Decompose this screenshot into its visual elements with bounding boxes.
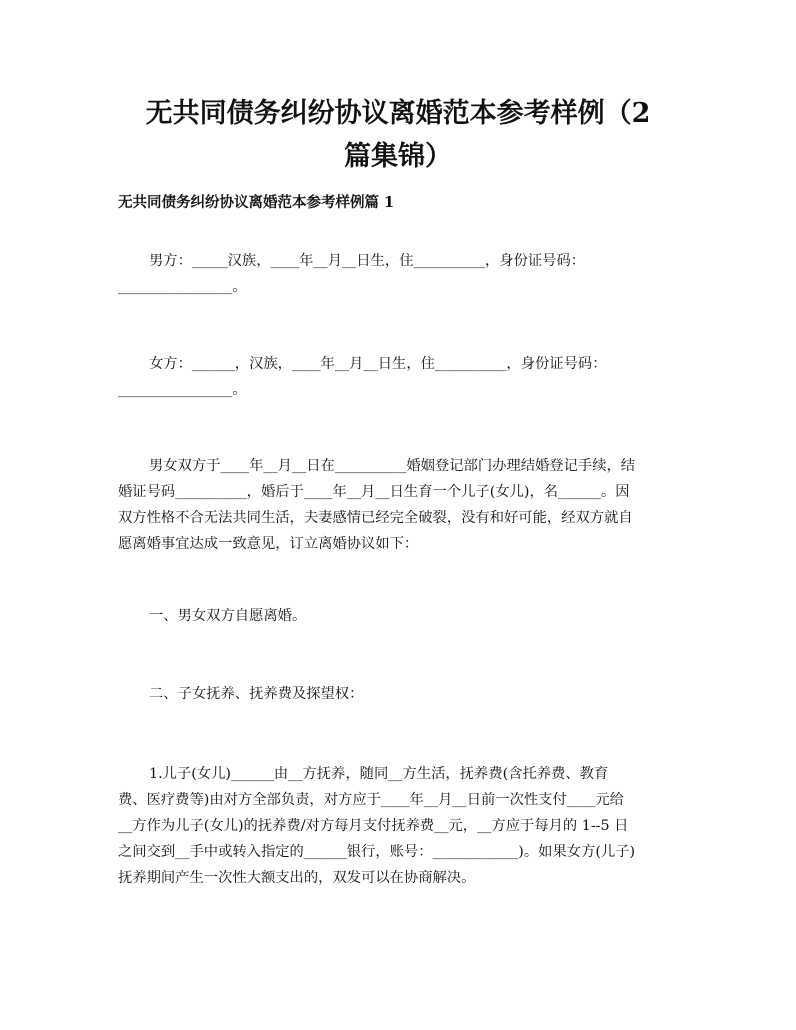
paragraph-line: 双方性格不合无法共同生活，夫妻感情已经完全破裂，没有和好可能，经双方就自 <box>118 510 633 526</box>
paragraph-line: 抚养期间产生一次性大额支出的，双发可以在协商解决。 <box>118 870 476 886</box>
paragraph-woman <box>118 351 688 403</box>
paragraph-line: 二、子女抚养、抚养费及探望权： <box>149 686 364 702</box>
paragraph-line: 之间交到__手中或转入指定的______银行，账号：____________)。如果女方(儿子) <box>118 844 636 860</box>
paragraph-line: 婚证号码__________，婚后于____年__月__日生育一个儿子(女儿)，名______。因 <box>118 484 630 500</box>
paragraph-line: 男女双方于____年__月__日在__________婚姻登记部门办理结婚登记手续，结 <box>149 458 636 474</box>
paragraph-clause2-1 <box>118 761 688 891</box>
section-heading: 无共同债务纠纷协议离婚范本参考样例篇 1 <box>118 194 395 211</box>
paragraph-line: 费、医疗费等)由对方全部负责，对方应于____年__月__日前一次性支付____元给 <box>118 792 624 808</box>
paragraph-line: 女方：______，汉族，____年__月__日生，住__________，身份证号码： <box>149 356 607 372</box>
paragraph-line: __方作为儿子(女儿)的抚养费/对方每月支付抚养费__元，__方应于每月的 1--5 日 <box>118 818 629 834</box>
paragraph-line: ________________。 <box>118 279 247 295</box>
paragraph-line: 1.儿子(女儿)______由__方抚养，随同__方生活，抚养费(含托养费、教育 <box>149 766 609 782</box>
paragraph-clause1 <box>118 603 688 629</box>
paragraph-line: 男方：_____汉族，____年__月__日生，住__________，身份证号码： <box>149 253 586 269</box>
paragraph-line: 愿离婚事宜达成一致意见，订立离婚协议如下： <box>118 536 419 552</box>
document-title-line1: 无共同债务纠纷协议离婚范本参考样例（2 <box>145 98 651 129</box>
paragraph-line: 一、男女双方自愿离婚。 <box>149 608 307 624</box>
paragraph-clause2 <box>118 681 688 707</box>
paragraph-intro <box>118 453 688 557</box>
paragraph-line: ________________。 <box>118 382 247 398</box>
document-title-line2: 篇集锦） <box>344 141 452 172</box>
paragraph-man <box>118 248 688 300</box>
